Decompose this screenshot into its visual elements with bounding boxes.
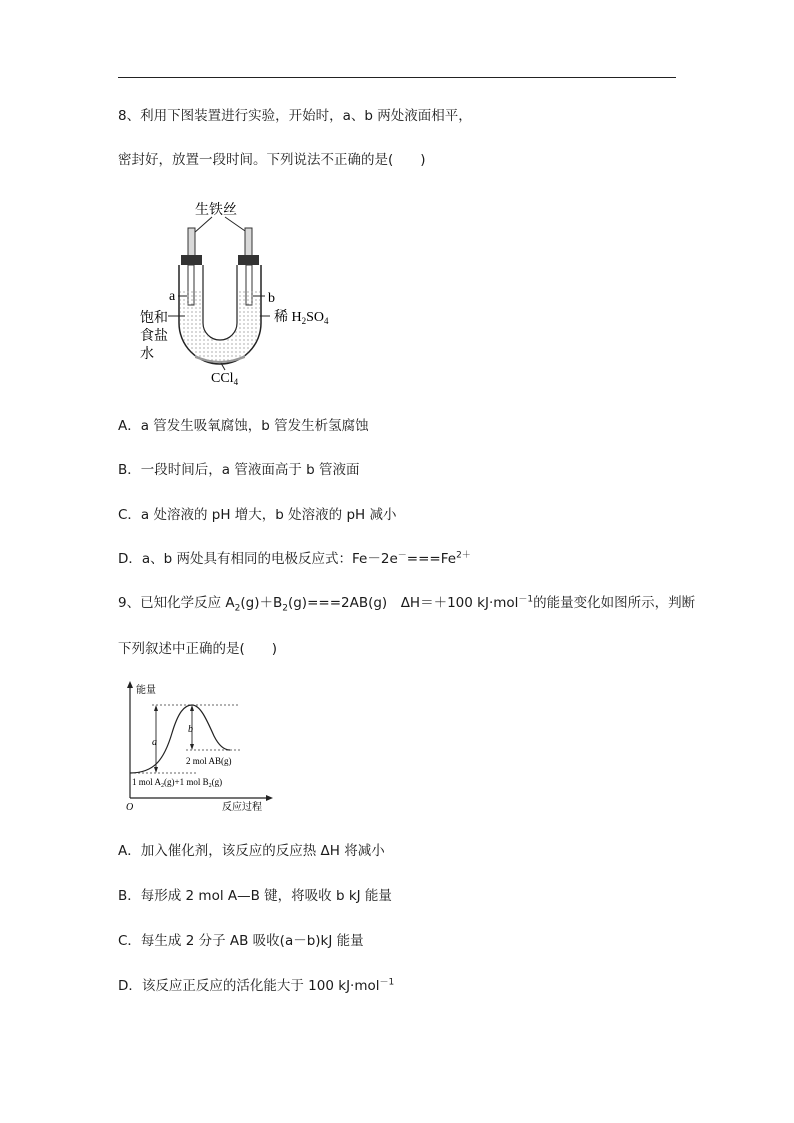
q8-line1: [118, 104, 472, 124]
fig8-label-left-3: 水: [140, 347, 154, 362]
q8-option-d-sup1: －: [397, 550, 407, 561]
energy-label-a: a: [152, 737, 157, 748]
q8-option-d: [118, 547, 471, 567]
fig8-label-right-sub2: 4: [324, 316, 329, 326]
q8-option-b: B．一段时间后，a 管液面高于 b 管液面: [118, 462, 360, 478]
q9-option-a: A．加入催化剂，该反应的反应热 ΔH 将减小: [118, 843, 385, 859]
energy-origin: O: [126, 802, 134, 813]
q9-stem-b: (g)＋B: [240, 595, 283, 611]
fig8-label-left-2: 食盐: [140, 329, 168, 344]
energy-reactant-sub2: 2: [208, 783, 212, 789]
q9-option-c: C．每生成 2 分子 AB 吸收(a－b)kJ 能量: [118, 933, 364, 949]
energy-product-label: 2 mol AB(g): [186, 756, 232, 766]
energy-reactant-label: [132, 777, 222, 789]
q8-option-c: C．a 处溶液的 pH 增大，b 处溶液的 pH 减小: [118, 507, 397, 523]
q9-line1: [118, 591, 695, 614]
fig8-wire-label: 生铁丝: [195, 203, 237, 218]
fig8-label-right-prefix: 稀 H: [274, 310, 302, 325]
fig8-label-bottom-text: CCl: [211, 371, 234, 386]
energy-label-b: b: [188, 724, 193, 735]
header-rule: [118, 77, 676, 78]
q9-option-d: [118, 974, 394, 994]
fig8-label-bottom-sub: 4: [233, 377, 239, 387]
q8-option-d-sup2: 2＋: [456, 550, 471, 561]
energy-diagram: [118, 678, 278, 813]
q8-option-a: A．a 管发生吸氧腐蚀，b 管发生析氢腐蚀: [118, 418, 369, 434]
energy-reactant-sub1: 2: [161, 783, 165, 789]
fig8-label-bottom: [211, 371, 239, 387]
q9-stem-sub2: 2: [282, 603, 288, 614]
q9-line2: 下列叙述中正确的是( ): [118, 641, 278, 657]
fig8-label-right-sub1: 2: [301, 316, 307, 326]
q9-option-b: B．每形成 2 mol A—B 键，将吸收 b kJ 能量: [118, 888, 392, 904]
q9-stem-a: 已知化学反应 A: [140, 595, 235, 611]
q8-line2: 密封好，放置一段时间。下列说法不正确的是( ): [118, 152, 426, 168]
energy-ylabel: 能量: [136, 685, 156, 696]
q9-option-d-sup: －1: [379, 977, 395, 988]
fig8-label-a: a: [169, 289, 176, 304]
q9-number: 9、: [118, 595, 141, 611]
q9-stem-sub1: 2: [234, 603, 241, 614]
energy-reactant-a: 1 mol A: [132, 777, 162, 787]
q8-stem-1: 利用下图装置进行实验，开始时，a、b 两处液面相平，: [140, 108, 472, 124]
q8-option-d-mid: ===Fe: [406, 551, 457, 567]
fig8-label-right-mid: SO: [306, 310, 325, 325]
q9-option-d-prefix: D．该反应正反应的活化能大于 100 kJ·mol: [118, 978, 380, 994]
q9-stem-c: (g)===2AB(g) ΔH＝＋100 kJ·mol: [287, 595, 519, 611]
energy-xlabel: 反应过程: [222, 802, 262, 813]
q9-stem-sup: －1: [518, 594, 534, 605]
q8-option-d-prefix: D．a、b 两处具有相同的电极反应式：Fe－2e: [118, 551, 398, 567]
q9-stem-d: 的能量变化如图所示，判断: [533, 595, 696, 611]
q8-number: 8、: [118, 108, 141, 124]
fig8-label-right: [274, 309, 329, 326]
energy-reactant-b: (g)+1 mol B: [164, 777, 209, 787]
u-tube-figure: [135, 195, 365, 390]
energy-reactant-c: (g): [211, 777, 223, 787]
fig8-label-b: b: [268, 291, 275, 306]
fig8-label-left-1: 饱和: [140, 311, 168, 326]
